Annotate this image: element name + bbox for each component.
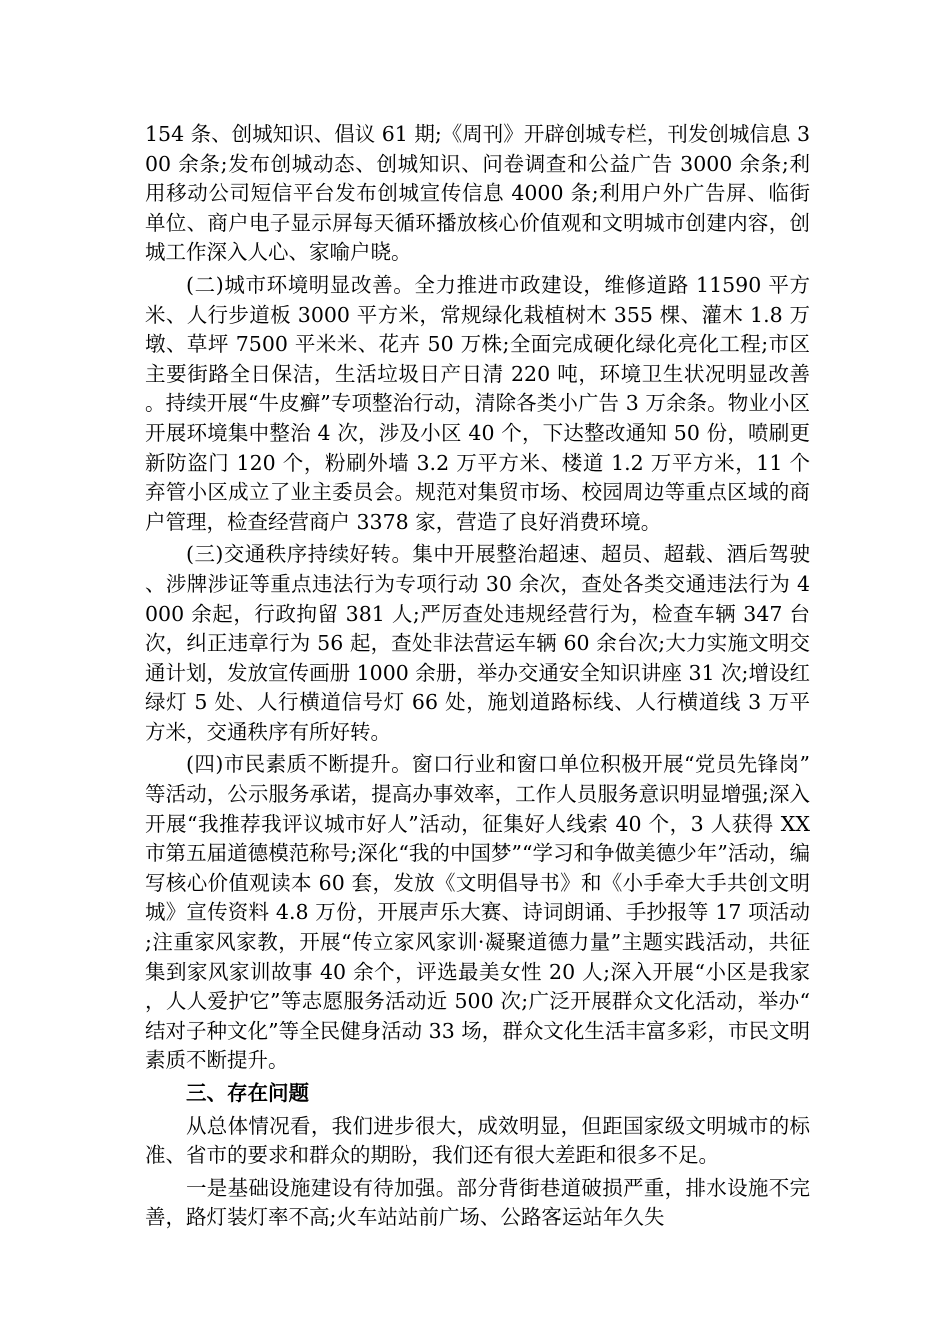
paragraph-city-environment: (二)城市环境明显改善。全力推进市政建设，维修道路 11590 平方米、人行步道板 3000 平方米，常规绿化栽植树木 355 棵、灌木 1.8 万墩、草坪 7500 平米米、花卉 50 万株;全面完成硬化绿化亮化工程;市区主要街路全日保洁，生活垃圾日产日清 220 吨，环境卫生状况明显改善。持续开展“牛皮癣”专项整治行动，清除各类小广告 3 万余条。物业小区开展环境集中整治 4 次，涉及小区 40 个，下达整改通知 50 份，喷刷更新防盗门 120 个，粉刷外墙 3.2 万平方米、楼道 1.2 万平方米，11 个弃管小区成立了业主委员会。规范对集贸市场、校园周边等重点区域的商户管理，检查经营商户 3378 家，营造了良好消费环境。 <box>145 272 810 534</box>
paragraph-overall-situation: 从总体情况看，我们进步很大，成效明显，但距国家级文明城市的标准、省市的要求和群众的期盼，我们还有很大差距和很多不足。 <box>145 1113 810 1168</box>
paragraph-traffic-order: (三)交通秩序持续好转。集中开展整治超速、超员、超载、酒后驾驶、涉牌涉证等重点违法行为专项行动 30 余次，查处各类交通违法行为 4000 余起，行政拘留 381 人;严厉查处违规经营行为，检查车辆 347 台次，纠正违章行为 56 起，查处非法营运车辆 60 余台次;大力实施文明交通计划，发放宣传画册 1000 余册，举办交通安全知识讲座 31 次;增设红绿灯 5 处、人行横道信号灯 66 处，施划道路标线、人行横道线 3 万平方米，交通秩序有所好转。 <box>145 542 810 744</box>
document-page <box>145 120 810 1236</box>
section-heading-problems: 三、存在问题 <box>186 1081 309 1105</box>
paragraph-continuation: 154 条、创城知识、倡议 61 期;《周刊》开辟创城专栏，刊发创城信息 300 余条;发布创城动态、创城知识、问卷调查和公益广告 3000 余条;利用移动公司短信平台发布创城宣传信息 4000 条;利用户外广告屏、临街单位、商户电子显示屏每天循环播放核心价值观和文明城市创建内容，创城工作深入人心、家喻户晓。 <box>145 122 810 265</box>
paragraph-citizen-quality: (四)市民素质不断提升。窗口行业和窗口单位积极开展“党员先锋岗”等活动，公示服务承诺，提高办事效率，工作人员服务意识明显增强;深入开展“我推荐我评议城市好人”活动，征集好人线索 40 个，3 人获得 XX 市第五届道德模范称号;深化“我的中国梦”“学习和争做美德少年”活动，编写核心价值观读本 60 套，发放《文明倡导书》和《小手牵大手共创文明城》宣传资料 4.8 万份，开展声乐大赛、诗词朗诵、手抄报等 17 项活动;注重家风家教，开展“传立家风家训·凝聚道德力量”主题实践活动，共征集到家风家训故事 40 余个，评选最美女性 20 人;深入开展“小区是我家，人人爱护它”等志愿服务活动近 500 次;广泛开展群众文化活动，举办“结对子种文化”等全民健身活动 33 场，群众文化生活丰富多彩，市民文明素质不断提升。 <box>145 752 810 1073</box>
paragraph-infrastructure: 一是基础设施建设有待加强。部分背街巷道破损严重，排水设施不完善，路灯装灯率不高;火车站站前广场、公路客运站年久失 <box>145 1175 810 1230</box>
